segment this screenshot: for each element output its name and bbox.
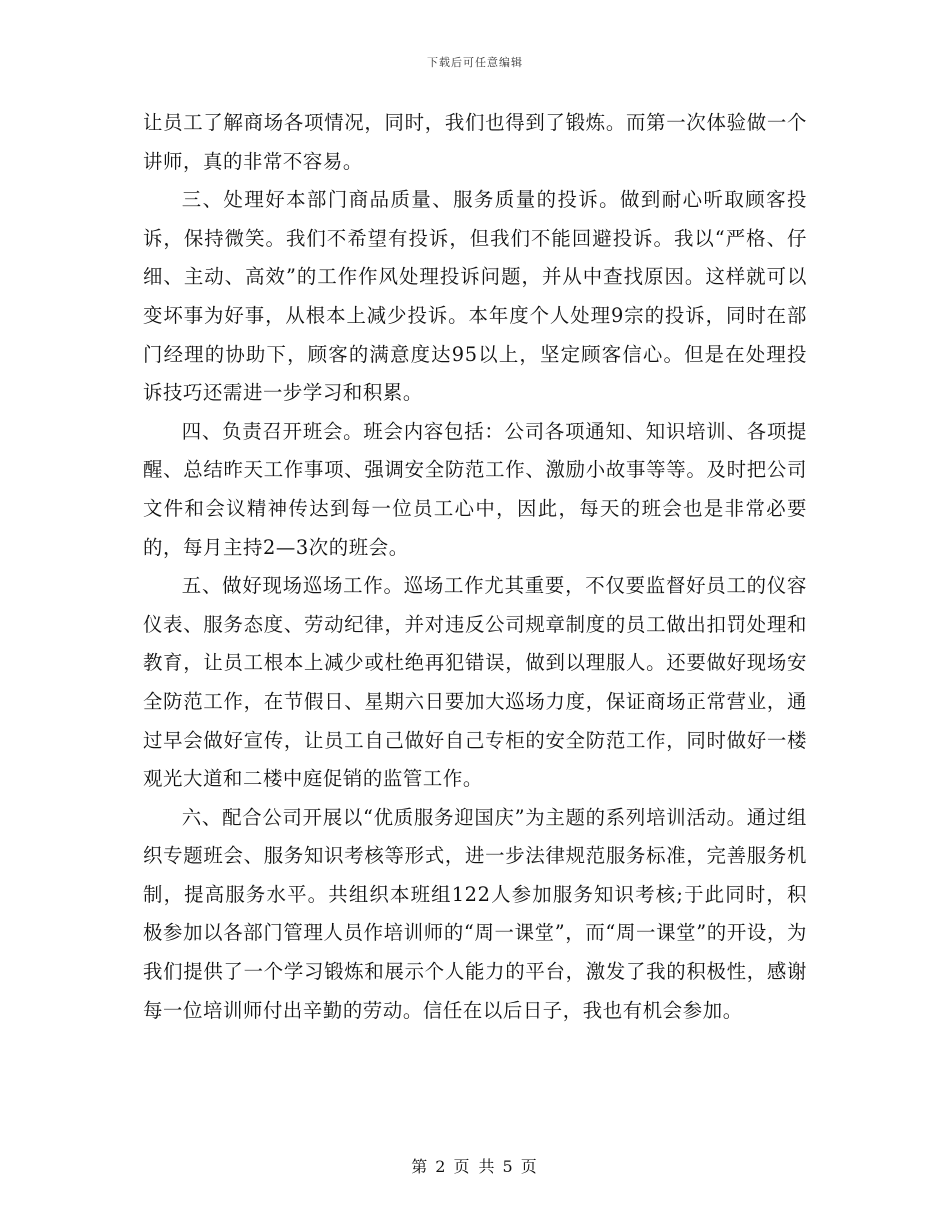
paragraph-meetings: 四、负责召开班会。班会内容包括：公司各项通知、知识培训、各项提醒、总结昨天工作事项、强调安全防范工作、激励小故事等等。及时把公司文件和会议精神传达到每一位员工心中，因此，每天的班会也是非常必要的，每月主持2—3次的班会。 bbox=[143, 419, 807, 559]
page-header-note: 下载后可任意编辑 bbox=[427, 56, 523, 69]
current-page-number: 2 bbox=[435, 1157, 448, 1176]
footer-suffix: 页 bbox=[520, 1157, 539, 1176]
paragraph-complaints: 三、处理好本部门商品质量、服务质量的投诉。做到耐心听取顾客投诉，保持微笑。我们不希望有投诉，但我们不能回避投诉。我以“严格、仔细、主动、高效”的工作作风处理投诉问题，并从中查找原因。这样就可以变坏事为好事，从根本上减少投诉。本年度个人处理9宗的投诉，同时在部门经理的协助下，顾客的满意度达95以上，坚定顾客信心。但是在处理投诉技巧还需进一步学习和积累。 bbox=[143, 188, 807, 405]
footer-prefix: 第 bbox=[411, 1157, 430, 1176]
total-pages-number: 5 bbox=[502, 1157, 515, 1176]
paragraph-patrol: 五、做好现场巡场工作。巡场工作尤其重要，不仅要监督好员工的仪容仪表、服务态度、劳动纪律，并对违反公司规章制度的员工做出扣罚处理和教育，让员工根本上减少或杜绝再犯错误，做到以理服人。还要做好现场安全防范工作，在节假日、星期六日要加大巡场力度，保证商场正常营业，通过早会做好宣传，让员工自己做好自己专柜的安全防范工作，同时做好一楼观光大道和二楼中庭促销的监管工作。 bbox=[143, 574, 807, 791]
paragraph-continued: 让员工了解商场各项情况，同时，我们也得到了锻炼。而第一次体验做一个讲师，真的非常不容易。 bbox=[143, 111, 807, 173]
document-body bbox=[143, 104, 807, 1030]
paragraph-training: 六、配合公司开展以“优质服务迎国庆”为主题的系列培训活动。通过组织专题班会、服务知识考核等形式，进一步法律规范服务标准，完善服务机制，提高服务水平。共组织本班组122人参加服务知识考核;于此同时，积极参加以各部门管理人员作培训师的“周一课堂”，而“周一课堂”的开设，为我们提供了一个学习锻炼和展示个人能力的平台，激发了我的积极性，感谢每一位培训师付出辛勤的劳动。信任在以后日子，我也有机会参加。 bbox=[143, 805, 807, 1022]
page-number-footer bbox=[0, 1154, 950, 1177]
footer-mid: 页 共 bbox=[453, 1157, 497, 1176]
